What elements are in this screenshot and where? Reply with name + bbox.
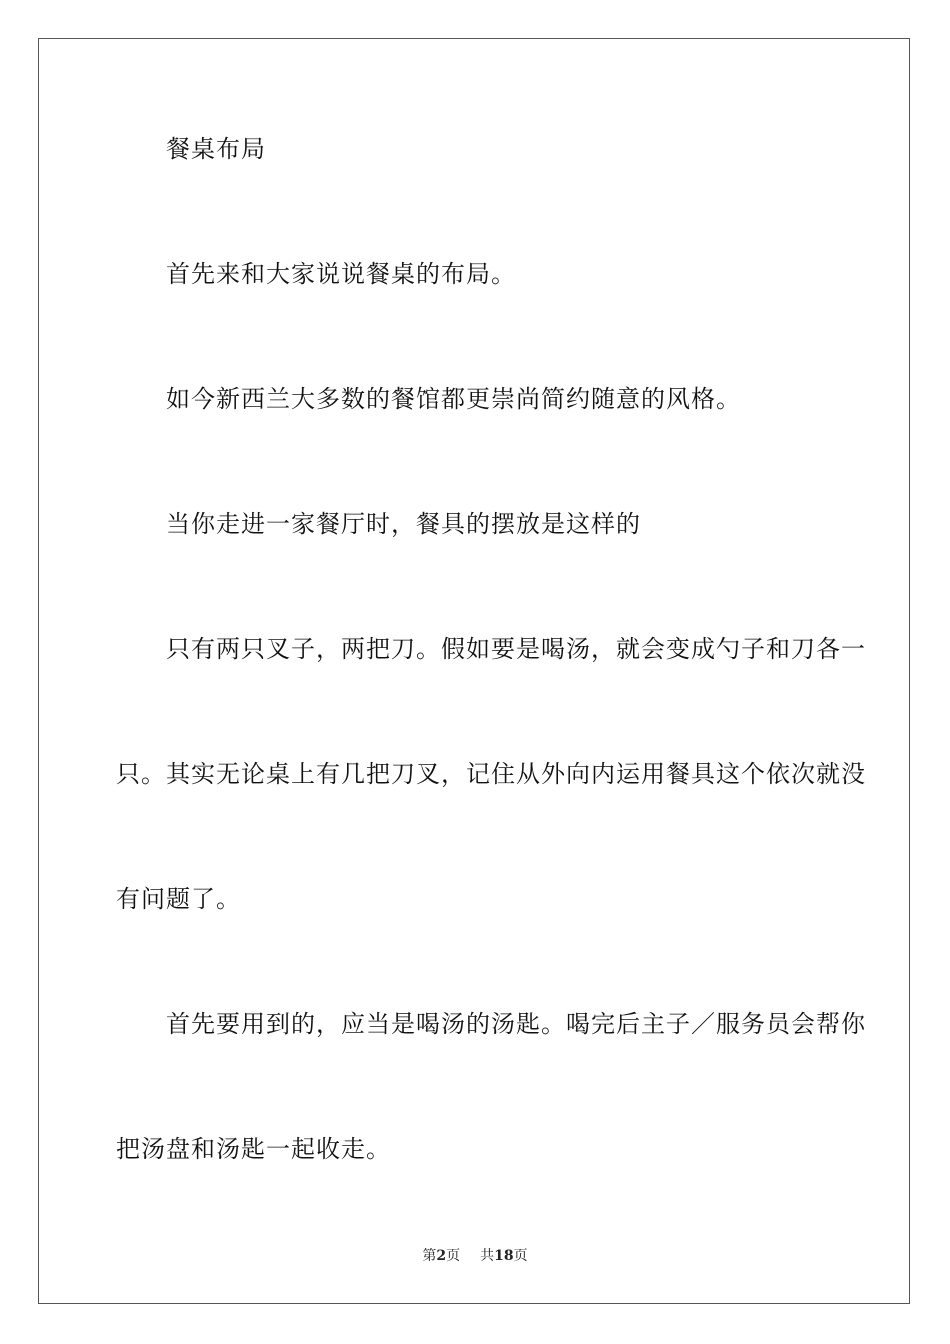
page-border [38,38,910,1304]
paragraph-line: 有问题了。 [116,885,241,913]
paragraph-line: 把汤盘和汤匙一起收走。 [116,1135,391,1163]
total-pages: 18 [494,1248,514,1264]
paragraph-line: 首先来和大家说说餐桌的布局。 [166,260,516,288]
page-footer [0,1246,950,1266]
paragraph-line: 如今新西兰大多数的餐馆都更崇尚简约随意的风格。 [166,385,741,413]
page-prefix: 第 [422,1248,437,1264]
paragraph-line: 只。其实无论桌上有几把刀叉，记住从外向内运用餐具这个依次就没 [116,760,866,788]
page-suffix: 页 [446,1248,461,1264]
paragraph-line: 只有两只叉子，两把刀。假如要是喝汤，就会变成勺子和刀各一 [166,635,866,663]
paragraph-line: 首先要用到的，应当是喝汤的汤匙。喝完后主子／服务员会帮你 [166,1010,866,1038]
paragraph-line: 当你走进一家餐厅时，餐具的摆放是这样的 [166,510,641,538]
total-prefix: 共 [480,1248,495,1264]
section-heading: 餐桌布局 [166,135,266,163]
page-number: 2 [436,1248,447,1264]
total-suffix: 页 [513,1248,528,1264]
